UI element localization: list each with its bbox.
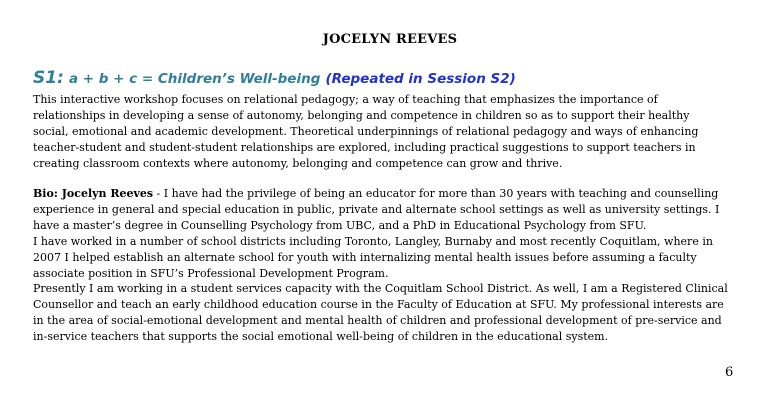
workshop-description (33, 92, 755, 172)
presenter-name: JOCELYN REEVES (322, 32, 458, 47)
bio-line: in the area of social-emotional development and mental health of children and professional development of pre-service and (33, 314, 722, 328)
presenter-bio (33, 186, 755, 345)
bio-line (33, 186, 755, 202)
bio-line: have a master’s degree in Counselling Psychology from UBC, and a PhD in Educational Psychology from SFU. (33, 218, 647, 232)
bio-text: - I have had the privilege of being an educator for more than 30 years with teaching and counselling (153, 187, 719, 200)
bio-line: 2007 I helped establish an alternate school for youth with internalizing mental health issues before assuming a faculty (33, 250, 697, 264)
session-repeat-note: (Repeated in Session S2) (325, 71, 516, 87)
bio-line: Counsellor and teach an early childhood education course in the Faculty of Education at SFU. My professional interests are (33, 298, 724, 312)
bio-line: Presently I am working in a student services capacity with the Coquitlam School District. As well, I am a Registered Clinical (33, 282, 728, 296)
bio-line: I have worked in a number of school districts including Toronto, Langley, Burnaby and most recently Coquitlam, where in (33, 234, 713, 248)
description-line: teacher-student and student-student relationships are explored, including practical suggestions to support teachers in (33, 140, 696, 154)
session-title: a + b + c = Children’s Well-being (68, 71, 321, 87)
description-line: relationships in developing a sense of autonomy, belonging and competence in children so as to support their healthy (33, 108, 690, 122)
page-number: 6 (725, 365, 734, 380)
bio-line: associate position in SFU’s Professional Development Program. (33, 266, 389, 280)
session-heading (33, 68, 753, 88)
description-line: creating classroom contexts where autonomy, belonging and competence can grow and thrive. (33, 156, 563, 170)
session-code: S1: (33, 68, 64, 88)
description-line: social, emotional and academic development. Theoretical underpinnings of relational pedagogy and ways of enhancing (33, 124, 699, 138)
description-line: This interactive workshop focuses on relational pedagogy; a way of teaching that emphasizes the importance of (33, 93, 658, 106)
bio-line: in-service teachers that supports the social emotional well-being of children in the educational system. (33, 330, 609, 344)
bio-label: Bio: Jocelyn Reeves (33, 187, 154, 200)
bio-line: experience in general and special education in public, private and alternate school settings as well as university settings. I (33, 202, 720, 216)
